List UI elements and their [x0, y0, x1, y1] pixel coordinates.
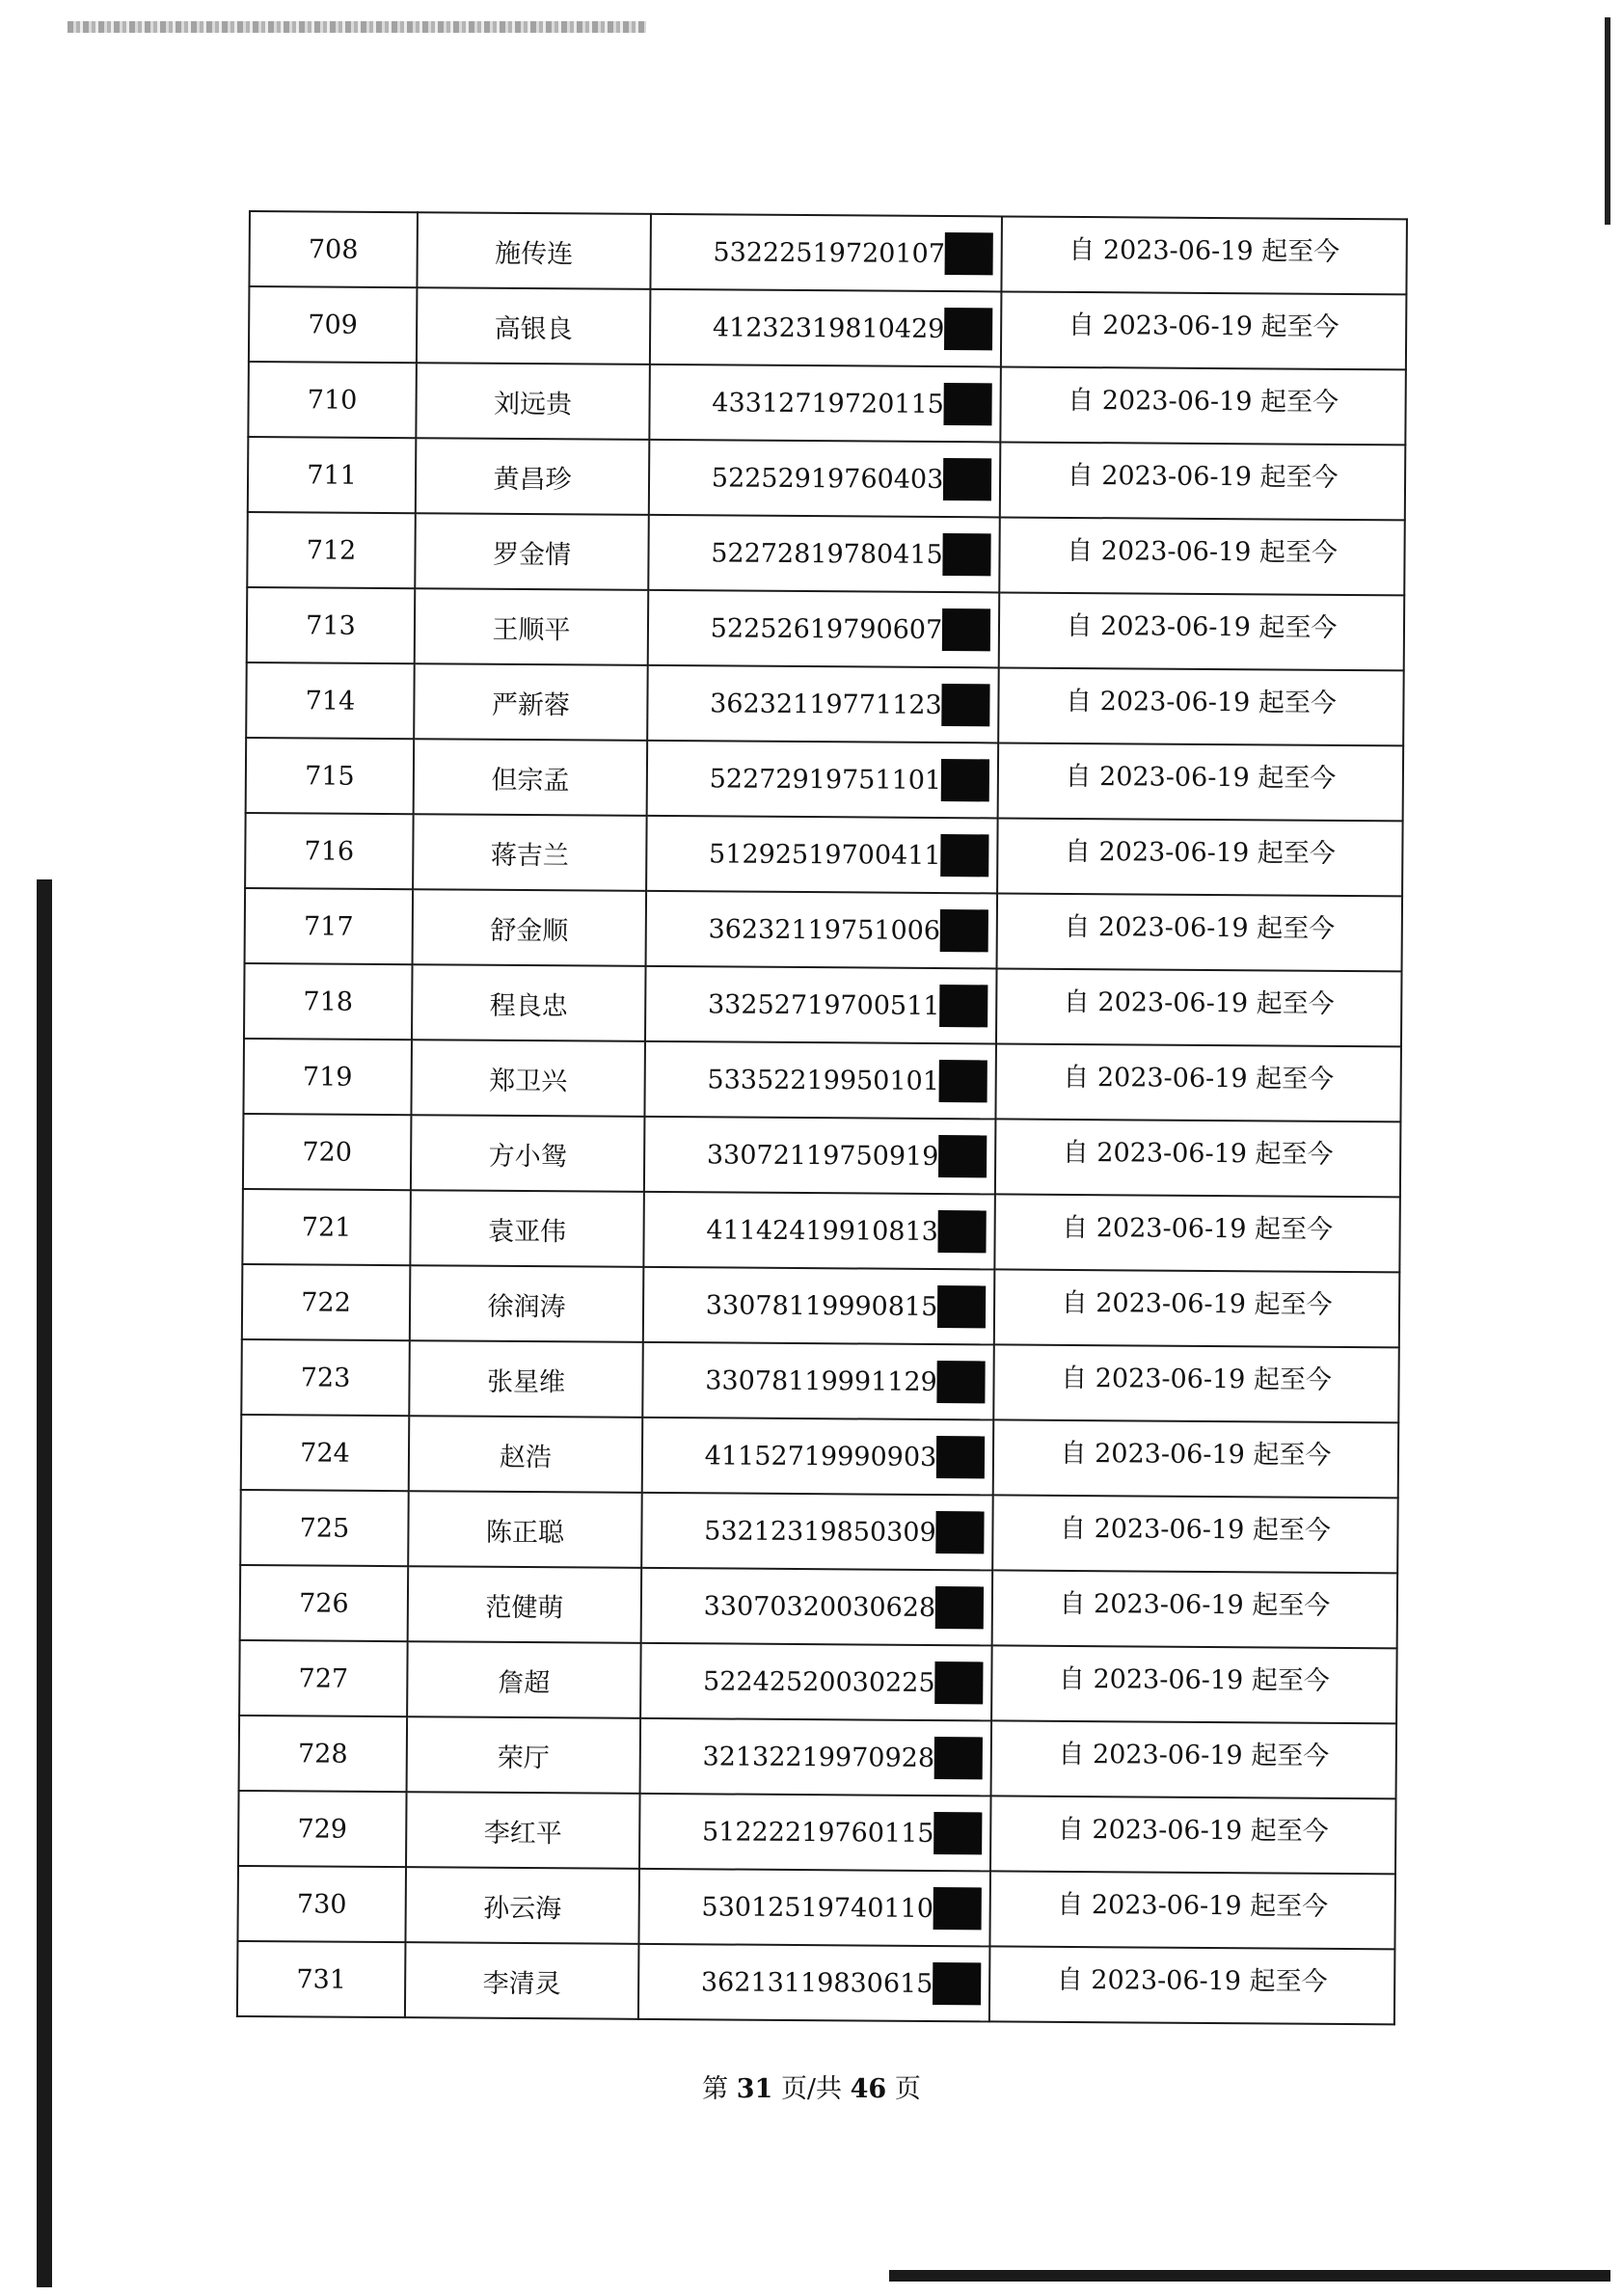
id-number-visible-digits: 52242520030225 [703, 1665, 935, 1698]
person-name: 詹超 [407, 1641, 641, 1718]
table-row [243, 1039, 1401, 1121]
period-text: 自 2023-06-19 起至今 [1057, 1889, 1329, 1922]
id-number-visible-digits: 51222219760115 [701, 1816, 934, 1849]
row-number: 730 [237, 1866, 406, 1942]
row-number: 715 [246, 738, 415, 814]
roster-table-container [236, 210, 1398, 2025]
table-row [248, 362, 1406, 445]
table-row [249, 211, 1407, 294]
id-number-wrap [657, 607, 991, 651]
table-row [239, 1640, 1397, 1723]
row-number: 712 [247, 512, 416, 588]
id-number-visible-digits: 41232319810429 [712, 311, 945, 344]
id-number-cell [638, 1869, 990, 1947]
id-number-wrap [647, 1885, 982, 1930]
redaction-block [942, 608, 990, 651]
footer-page-number: 31 [736, 2074, 773, 2104]
id-number-cell [642, 1418, 994, 1496]
id-number-cell [648, 515, 1000, 593]
table-row [241, 1339, 1399, 1422]
period-text: 自 2023-06-19 起至今 [1064, 836, 1336, 869]
row-number: 721 [242, 1189, 411, 1265]
id-number-wrap [659, 230, 993, 275]
period-cell [991, 1645, 1397, 1723]
redaction-block [940, 909, 988, 952]
row-number: 731 [237, 1941, 406, 2017]
redaction-block [944, 308, 992, 350]
id-number-wrap [653, 1058, 987, 1102]
id-number-visible-digits: 53222519720107 [713, 236, 946, 269]
period-cell [999, 517, 1405, 595]
id-number-cell [640, 1643, 992, 1721]
person-name: 蒋吉兰 [413, 814, 647, 891]
id-number-wrap [654, 983, 988, 1027]
period-cell [1000, 442, 1406, 520]
id-number-visible-digits: 36232119771123 [710, 688, 942, 720]
row-number: 720 [243, 1114, 412, 1190]
table-row [240, 1565, 1398, 1648]
person-name: 范健萌 [408, 1566, 642, 1643]
table-row [247, 587, 1405, 670]
table-row [240, 1490, 1398, 1573]
row-number: 716 [245, 813, 414, 889]
person-name: 李清灵 [405, 1942, 639, 2019]
period-text: 自 2023-06-19 起至今 [1059, 1588, 1331, 1621]
period-cell [990, 1796, 1396, 1874]
id-number-visible-digits: 43312719720115 [712, 387, 944, 419]
period-cell [995, 1119, 1401, 1197]
id-number-wrap [655, 757, 989, 801]
redaction-block [941, 759, 989, 801]
row-number: 726 [240, 1565, 409, 1641]
id-number-wrap [654, 907, 988, 952]
id-number-wrap [657, 531, 991, 576]
footer-prefix: 第 [702, 2074, 729, 2104]
person-name: 严新蓉 [414, 663, 648, 741]
id-number-cell [643, 1192, 995, 1270]
id-number-cell [647, 741, 999, 819]
redaction-block [936, 1511, 985, 1553]
table-row [239, 1715, 1397, 1798]
person-name: 陈正聪 [408, 1491, 642, 1568]
id-number-wrap [651, 1434, 986, 1478]
id-number-cell [638, 1944, 990, 2022]
id-number-wrap [652, 1208, 987, 1253]
period-text: 自 2023-06-19 起至今 [1058, 1739, 1330, 1771]
id-number-cell [649, 440, 1001, 518]
row-number: 724 [241, 1415, 410, 1491]
id-number-cell [647, 665, 999, 743]
redaction-block [942, 684, 990, 726]
id-number-cell [649, 365, 1001, 443]
table-row [245, 888, 1403, 971]
id-number-visible-digits: 52252919760403 [711, 462, 944, 495]
id-number-wrap [655, 832, 989, 877]
id-number-wrap [648, 1810, 983, 1854]
id-number-cell [642, 1342, 994, 1420]
id-number-cell [650, 289, 1002, 367]
id-number-visible-digits: 53012519740110 [701, 1891, 934, 1924]
redaction-block [935, 1586, 984, 1629]
id-number-wrap [658, 381, 992, 425]
period-cell [994, 1194, 1400, 1272]
period-cell [989, 1871, 1395, 1949]
row-number: 722 [242, 1264, 411, 1340]
id-number-visible-digits: 41152719990903 [704, 1440, 937, 1472]
period-cell [989, 1946, 1395, 2024]
period-text: 自 2023-06-19 起至今 [1061, 1287, 1333, 1320]
period-text: 自 2023-06-19 起至今 [1059, 1513, 1332, 1546]
person-name: 高银良 [417, 287, 651, 365]
period-text: 自 2023-06-19 起至今 [1067, 460, 1339, 493]
id-number-cell [639, 1794, 991, 1872]
table-row [242, 1264, 1400, 1347]
id-number-cell [641, 1493, 993, 1571]
period-cell [991, 1720, 1397, 1798]
id-number-visible-digits: 33252719700511 [707, 988, 940, 1021]
id-number-visible-digits: 33078119991129 [705, 1364, 937, 1397]
period-cell [998, 743, 1404, 821]
id-number-wrap [651, 1359, 986, 1403]
period-text: 自 2023-06-19 起至今 [1056, 1964, 1328, 1997]
period-text: 自 2023-06-19 起至今 [1063, 986, 1335, 1019]
period-text: 自 2023-06-19 起至今 [1068, 234, 1340, 267]
period-cell [996, 968, 1402, 1046]
period-text: 自 2023-06-19 起至今 [1060, 1438, 1332, 1471]
id-number-cell [645, 966, 997, 1044]
period-text: 自 2023-06-19 起至今 [1068, 385, 1339, 418]
id-number-cell [648, 590, 1000, 668]
id-number-wrap [650, 1509, 985, 1553]
person-name: 刘远贵 [416, 363, 650, 440]
table-row [241, 1415, 1399, 1498]
id-number-visible-digits: 36232119751006 [708, 913, 941, 946]
id-number-cell [646, 816, 998, 894]
period-text: 自 2023-06-19 起至今 [1062, 1212, 1334, 1245]
id-number-visible-digits: 33070320030628 [703, 1590, 936, 1623]
period-cell [1001, 291, 1407, 369]
id-number-cell [641, 1568, 993, 1646]
period-text: 自 2023-06-19 起至今 [1057, 1814, 1329, 1847]
id-number-cell [646, 891, 998, 969]
period-text: 自 2023-06-19 起至今 [1065, 686, 1337, 718]
period-text: 自 2023-06-19 起至今 [1068, 310, 1339, 342]
redaction-block [934, 1661, 983, 1704]
redaction-block [939, 985, 987, 1027]
redaction-block [933, 1887, 982, 1930]
redaction-block [933, 1812, 982, 1854]
row-number: 723 [241, 1339, 410, 1416]
redaction-block [940, 834, 988, 877]
id-number-visible-digits: 33072119750919 [706, 1139, 939, 1172]
id-number-wrap [647, 1960, 982, 2005]
table-row [246, 662, 1404, 745]
table-row [249, 286, 1407, 369]
id-number-visible-digits: 33078119990815 [705, 1289, 938, 1322]
row-number: 714 [246, 662, 415, 739]
id-number-visible-digits: 53352219950101 [707, 1064, 940, 1096]
id-number-wrap [650, 1584, 985, 1629]
person-name: 舒金顺 [413, 889, 647, 966]
table-row [237, 1941, 1395, 2024]
table-row [244, 963, 1402, 1046]
table-row [237, 1866, 1395, 1949]
id-number-wrap [656, 682, 990, 726]
period-cell [992, 1570, 1398, 1648]
person-name: 张星维 [409, 1340, 643, 1418]
period-cell [999, 592, 1405, 670]
row-number: 729 [238, 1791, 407, 1867]
period-cell [992, 1495, 1398, 1573]
period-text: 自 2023-06-19 起至今 [1066, 610, 1338, 643]
row-number: 708 [249, 211, 418, 287]
period-cell [1000, 366, 1406, 445]
redaction-block [939, 1060, 987, 1102]
scan-artifact-top [68, 21, 646, 33]
table-row [243, 1114, 1401, 1197]
table-row [245, 813, 1403, 896]
redaction-block [936, 1436, 985, 1478]
period-cell [995, 1043, 1401, 1121]
person-name: 徐润涛 [410, 1265, 644, 1342]
page-footer [0, 2067, 1623, 2105]
person-name: 方小鸳 [411, 1115, 645, 1192]
redaction-block [934, 1737, 983, 1779]
period-cell [993, 1344, 1399, 1422]
id-number-visible-digits: 52252619790607 [710, 612, 943, 645]
row-number: 719 [243, 1039, 412, 1115]
table-row [247, 512, 1405, 595]
period-text: 自 2023-06-19 起至今 [1062, 1137, 1334, 1170]
id-number-visible-digits: 41142419910813 [706, 1214, 938, 1247]
row-number: 727 [239, 1640, 408, 1716]
redaction-block [933, 1962, 981, 2005]
redaction-block [937, 1361, 986, 1403]
id-number-visible-digits: 52272819780415 [711, 537, 943, 570]
person-name: 孙云海 [405, 1867, 639, 1944]
period-cell [993, 1419, 1399, 1498]
table-row [242, 1189, 1400, 1272]
id-number-visible-digits: 36213119830615 [700, 1966, 933, 1999]
id-number-wrap [653, 1133, 987, 1177]
footer-suffix: 页 [894, 2074, 921, 2104]
roster-table [236, 210, 1408, 2025]
row-number: 709 [249, 286, 418, 363]
period-cell [1001, 216, 1407, 294]
id-number-wrap [659, 306, 993, 350]
id-number-wrap [652, 1283, 987, 1328]
person-name: 黄昌珍 [416, 438, 650, 515]
id-number-wrap [649, 1660, 984, 1704]
id-number-wrap [658, 456, 992, 500]
footer-page-total: 46 [850, 2074, 887, 2104]
person-name: 施传连 [417, 212, 651, 289]
table-row [238, 1791, 1396, 1874]
id-number-cell [640, 1718, 992, 1796]
id-number-cell [650, 214, 1002, 292]
redaction-block [937, 1285, 986, 1328]
redaction-block [938, 1210, 987, 1253]
scan-artifact-right-edge [1605, 17, 1610, 225]
row-number: 728 [239, 1715, 408, 1792]
redaction-block [943, 458, 991, 500]
redaction-block [944, 383, 992, 425]
person-name: 但宗孟 [414, 739, 648, 816]
id-number-visible-digits: 32132219970928 [702, 1741, 935, 1773]
id-number-visible-digits: 52272919751101 [709, 763, 942, 796]
row-number: 717 [245, 888, 414, 964]
person-name: 袁亚伟 [410, 1190, 644, 1267]
id-number-cell [644, 1041, 996, 1120]
redaction-block [943, 533, 991, 576]
person-name: 荣厅 [407, 1716, 641, 1794]
id-number-visible-digits: 53212319850309 [704, 1515, 936, 1548]
period-cell [997, 818, 1403, 896]
row-number: 713 [247, 587, 416, 663]
id-number-cell [643, 1267, 995, 1345]
period-text: 自 2023-06-19 起至今 [1061, 1363, 1333, 1395]
period-text: 自 2023-06-19 起至今 [1064, 911, 1336, 944]
row-number: 711 [248, 437, 417, 513]
period-cell [997, 893, 1403, 971]
row-number: 725 [240, 1490, 409, 1566]
redaction-block [938, 1135, 987, 1177]
row-number: 718 [244, 963, 413, 1040]
period-text: 自 2023-06-19 起至今 [1067, 535, 1339, 568]
row-number: 710 [248, 362, 417, 438]
person-name: 郑卫兴 [411, 1040, 645, 1117]
id-number-cell [644, 1117, 996, 1195]
period-text: 自 2023-06-19 起至今 [1065, 761, 1337, 794]
person-name: 罗金情 [415, 513, 649, 590]
redaction-block [945, 232, 993, 275]
period-text: 自 2023-06-19 起至今 [1063, 1062, 1335, 1094]
person-name: 王顺平 [415, 588, 649, 665]
table-row [246, 738, 1404, 821]
id-number-wrap [648, 1735, 983, 1779]
id-number-visible-digits: 51292519700411 [708, 838, 941, 871]
roster-table-body [237, 211, 1407, 2024]
table-row [248, 437, 1406, 520]
period-text: 自 2023-06-19 起至今 [1058, 1663, 1330, 1696]
period-cell [998, 667, 1404, 745]
scan-artifact-bottom-edge [889, 2270, 1610, 2282]
person-name: 李红平 [406, 1792, 640, 1869]
period-cell [994, 1269, 1400, 1347]
person-name: 赵浩 [409, 1416, 643, 1493]
person-name: 程良忠 [412, 964, 646, 1041]
footer-middle: 页/共 [780, 2074, 843, 2104]
